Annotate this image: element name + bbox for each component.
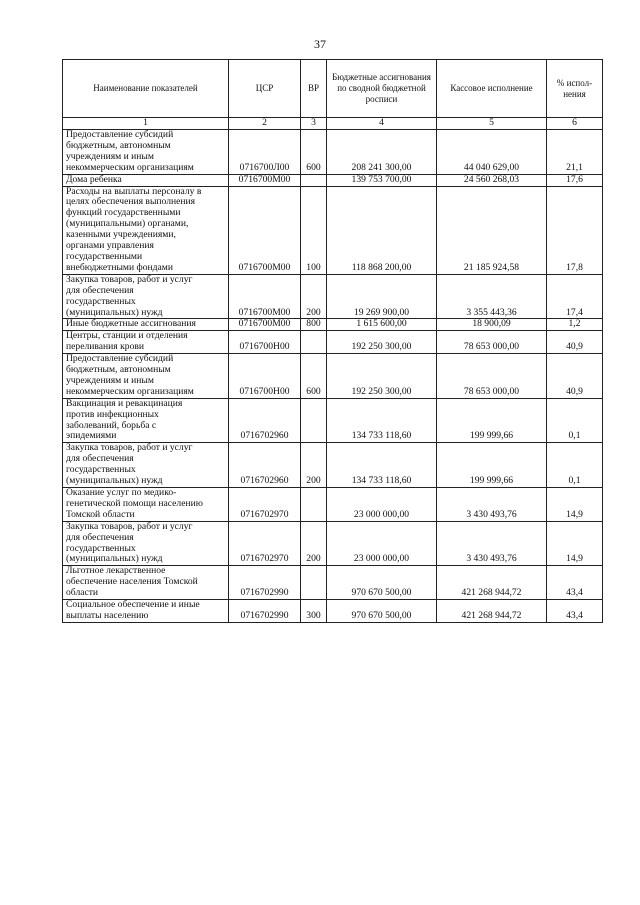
page-number: 37 — [314, 37, 326, 51]
row-budget-cell: 23 000 000,00 — [327, 521, 437, 566]
row-name-cell: Дома ребенка — [63, 174, 229, 186]
row-cash-cell: 199 999,66 — [437, 398, 547, 443]
row-csr-cell: 0716700М00 — [229, 174, 301, 186]
row-pct-cell: 1,2 — [547, 319, 603, 331]
header-vr: ВР — [301, 60, 327, 118]
row-budget-cell: 139 753 700,00 — [327, 174, 437, 186]
table-row — [63, 521, 603, 566]
table-row — [63, 130, 603, 175]
row-budget-cell: 19 269 900,00 — [327, 274, 437, 319]
row-vr-cell — [301, 566, 327, 600]
row-budget-cell: 134 733 118,60 — [327, 398, 437, 443]
row-cash-cell: 18 900,09 — [437, 319, 547, 331]
row-pct-cell: 14,9 — [547, 521, 603, 566]
row-name-cell: Предоставление субсидий бюджетным, автономным учреждениям и иным некоммерческим организациям — [63, 354, 229, 399]
table-row — [63, 566, 603, 600]
row-cash-cell: 199 999,66 — [437, 443, 547, 488]
row-csr-cell: 0716700М00 — [229, 319, 301, 331]
row-budget-cell: 192 250 300,00 — [327, 331, 437, 354]
row-pct-cell: 40,9 — [547, 354, 603, 399]
table-row — [63, 331, 603, 354]
row-vr-cell — [301, 488, 327, 522]
row-vr-cell: 600 — [301, 354, 327, 399]
row-vr-cell: 200 — [301, 274, 327, 319]
table-row — [63, 274, 603, 319]
row-budget-cell: 134 733 118,60 — [327, 443, 437, 488]
row-name-cell: Закупка товаров, работ и услуг для обеспечения государственных (муниципальных) нужд — [63, 443, 229, 488]
row-cash-cell: 3 430 493,76 — [437, 488, 547, 522]
row-vr-cell: 100 — [301, 186, 327, 274]
row-pct-cell: 43,4 — [547, 566, 603, 600]
column-number: 6 — [547, 118, 603, 130]
row-csr-cell: 0716702990 — [229, 600, 301, 623]
row-pct-cell: 17,4 — [547, 274, 603, 319]
row-name-cell: Льготное лекарственное обеспечение населения Томской области — [63, 566, 229, 600]
row-pct-cell: 17,8 — [547, 186, 603, 274]
row-cash-cell: 3 430 493,76 — [437, 521, 547, 566]
row-budget-cell: 208 241 300,00 — [327, 130, 437, 175]
column-number: 3 — [301, 118, 327, 130]
row-pct-cell: 40,9 — [547, 331, 603, 354]
row-budget-cell: 970 670 500,00 — [327, 566, 437, 600]
table-row — [63, 600, 603, 623]
row-name-cell: Вакцинация и ревакцинация против инфекционных заболеваний, борьба с эпидемиями — [63, 398, 229, 443]
row-name-cell: Закупка товаров, работ и услуг для обеспечения государственных (муниципальных) нужд — [63, 521, 229, 566]
row-csr-cell: 0716702960 — [229, 398, 301, 443]
header-csr: ЦСР — [229, 60, 301, 118]
row-pct-cell: 0,1 — [547, 443, 603, 488]
row-csr-cell: 0716700Н00 — [229, 331, 301, 354]
column-number: 1 — [63, 118, 229, 130]
row-name-cell: Оказание услуг по медико- генетической помощи населению Томской области — [63, 488, 229, 522]
row-name-cell: Расходы на выплаты персоналу в целях обеспечения выполнения функций государственными (муниципальными) органами, казенными учреждениями, органами управления государственными внебюджетными фондами — [63, 186, 229, 274]
table-row — [63, 488, 603, 522]
table-row — [63, 319, 603, 331]
row-pct-cell: 0,1 — [547, 398, 603, 443]
row-csr-cell: 0716702970 — [229, 488, 301, 522]
row-cash-cell: 421 268 944,72 — [437, 566, 547, 600]
row-name-cell: Закупка товаров, работ и услуг для обеспечения государственных (муниципальных) нужд — [63, 274, 229, 319]
row-name-cell: Социальное обеспечение и иные выплаты населению — [63, 600, 229, 623]
row-csr-cell: 0716700Н00 — [229, 354, 301, 399]
row-vr-cell: 300 — [301, 600, 327, 623]
budget-execution-table — [62, 59, 603, 623]
row-name-cell: Иные бюджетные ассигнования — [63, 319, 229, 331]
row-cash-cell: 421 268 944,72 — [437, 600, 547, 623]
row-pct-cell: 14,9 — [547, 488, 603, 522]
column-number: 2 — [229, 118, 301, 130]
row-csr-cell: 0716702990 — [229, 566, 301, 600]
row-csr-cell: 0716702960 — [229, 443, 301, 488]
table-row — [63, 398, 603, 443]
row-vr-cell: 600 — [301, 130, 327, 175]
header-pct: % испол- нения — [547, 60, 603, 118]
table-row — [63, 354, 603, 399]
row-cash-cell: 24 560 268,03 — [437, 174, 547, 186]
row-pct-cell: 17,6 — [547, 174, 603, 186]
row-pct-cell: 21,1 — [547, 130, 603, 175]
table-row — [63, 186, 603, 274]
row-budget-cell: 23 000 000,00 — [327, 488, 437, 522]
table-row — [63, 174, 603, 186]
column-number: 4 — [327, 118, 437, 130]
row-csr-cell: 0716700М00 — [229, 274, 301, 319]
row-vr-cell: 200 — [301, 521, 327, 566]
row-csr-cell: 0716700Л00 — [229, 130, 301, 175]
column-number: 5 — [437, 118, 547, 130]
row-vr-cell — [301, 331, 327, 354]
header-cash: Кассовое исполнение — [437, 60, 547, 118]
row-vr-cell — [301, 174, 327, 186]
table-row — [63, 443, 603, 488]
row-budget-cell: 1 615 600,00 — [327, 319, 437, 331]
row-name-cell: Центры, станции и отделения переливания крови — [63, 331, 229, 354]
row-budget-cell: 192 250 300,00 — [327, 354, 437, 399]
row-vr-cell: 200 — [301, 443, 327, 488]
row-budget-cell: 970 670 500,00 — [327, 600, 437, 623]
row-budget-cell: 118 868 200,00 — [327, 186, 437, 274]
row-cash-cell: 3 355 443,36 — [437, 274, 547, 319]
row-csr-cell: 0716700М00 — [229, 186, 301, 274]
row-cash-cell: 44 040 629,00 — [437, 130, 547, 175]
row-pct-cell: 43,4 — [547, 600, 603, 623]
row-cash-cell: 21 185 924,58 — [437, 186, 547, 274]
header-name: Наименование показателей — [63, 60, 229, 118]
header-budget: Бюджетные ассигнования по сводной бюджетной росписи — [327, 60, 437, 118]
row-csr-cell: 0716702970 — [229, 521, 301, 566]
row-name-cell: Предоставление субсидий бюджетным, автономным учреждениям и иным некоммерческим организациям — [63, 130, 229, 175]
row-vr-cell — [301, 398, 327, 443]
row-cash-cell: 78 653 000,00 — [437, 331, 547, 354]
row-cash-cell: 78 653 000,00 — [437, 354, 547, 399]
column-number-row — [63, 118, 603, 130]
header-row — [63, 60, 603, 118]
row-vr-cell: 800 — [301, 319, 327, 331]
